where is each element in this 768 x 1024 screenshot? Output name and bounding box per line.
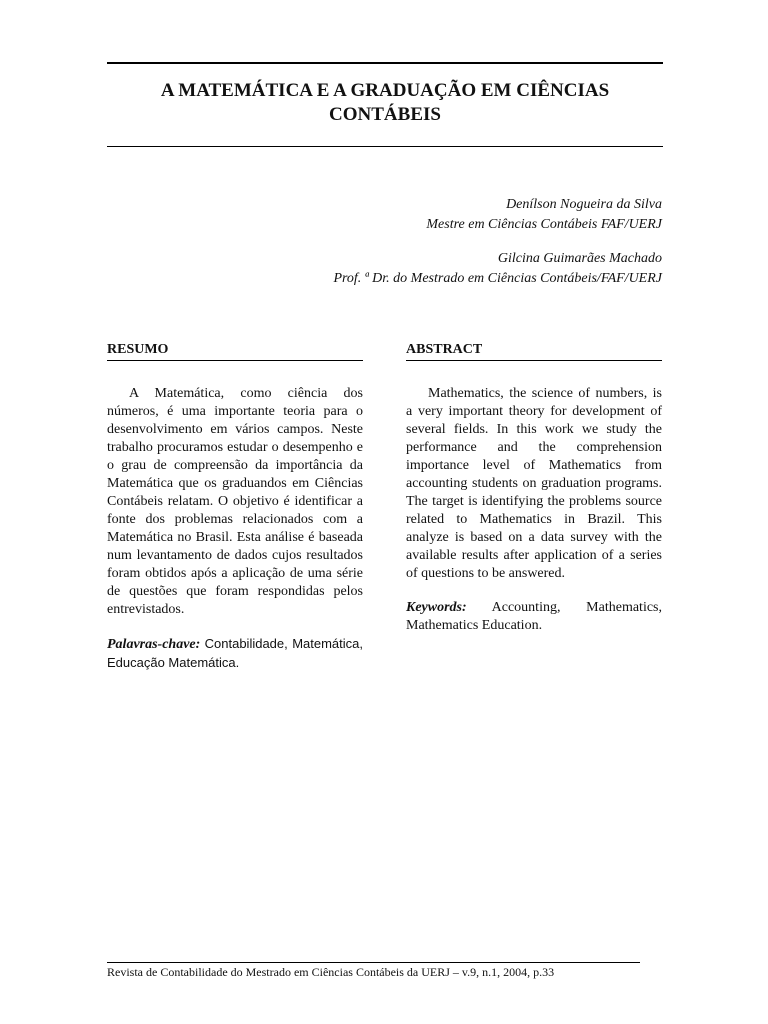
abstract-heading: ABSTRACT	[406, 341, 662, 361]
abstract-text: Mathematics, the science of numbers, is a very important theory for development of several fields. In this work we study the performance and the comprehension importance level of Mathematics from accounting students on graduation programs. The target is identifying the problems source related to Mathematics in Brazil. This analyze is based on a data survey with the available results after application of a series of questions to be answered.	[406, 386, 662, 581]
title-bottom-rule	[107, 146, 663, 147]
author-block	[333, 195, 662, 289]
title-line-2: CONTÁBEIS	[329, 104, 441, 125]
resumo-keywords	[107, 635, 363, 673]
page-footer: Revista de Contabilidade do Mestrado em Ciências Contábeis da UERJ – v.9, n.1, 2004, p.33	[107, 965, 555, 979]
resumo-section	[107, 341, 363, 673]
title-line-1: A MATEMÁTICA E A GRADUAÇÃO EM CIÊNCIAS	[160, 80, 610, 101]
resumo-keywords-label: Palavras-chave:	[107, 637, 201, 652]
abstract-keywords	[406, 599, 662, 635]
author-name: Gilcina Guimarães Machado	[497, 251, 662, 266]
abstract-keywords-list: Accounting, Mathematics, Mathematics Education.	[406, 600, 662, 633]
footer-rule	[107, 962, 640, 963]
abstract-keywords-label: Keywords:	[406, 600, 467, 615]
resumo-text: A Matemática, como ciência dos números, é uma importante teoria para o desenvolvimento em vários campos. Neste trabalho procuramos estudar o desempenho e o grau de compreensão da importância da Matemática que os graduandos em Ciências Contábeis relatam. O objetivo é identificar a fonte dos problemas relacionados com a Matemática no Brasil. Esta análise é baseada num levantamento de dados cujos resultados foram obtidos após a aplicação de uma série de questões que foram respondidas pelos entrevistados.	[107, 386, 363, 617]
resumo-heading: RESUMO	[107, 341, 363, 361]
top-rule	[107, 62, 663, 64]
author-name: Denílson Nogueira da Silva	[506, 197, 662, 212]
author-affiliation: Prof. ª Dr. do Mestrado em Ciências Contábeis/FAF/UERJ	[333, 271, 662, 286]
author-affiliation: Mestre em Ciências Contábeis FAF/UERJ	[426, 217, 662, 232]
abstract-section	[406, 341, 662, 635]
resumo-keywords-list: Contabilidade, Matemática, Educação Matemática.	[107, 636, 363, 670]
paper-title	[107, 79, 663, 127]
